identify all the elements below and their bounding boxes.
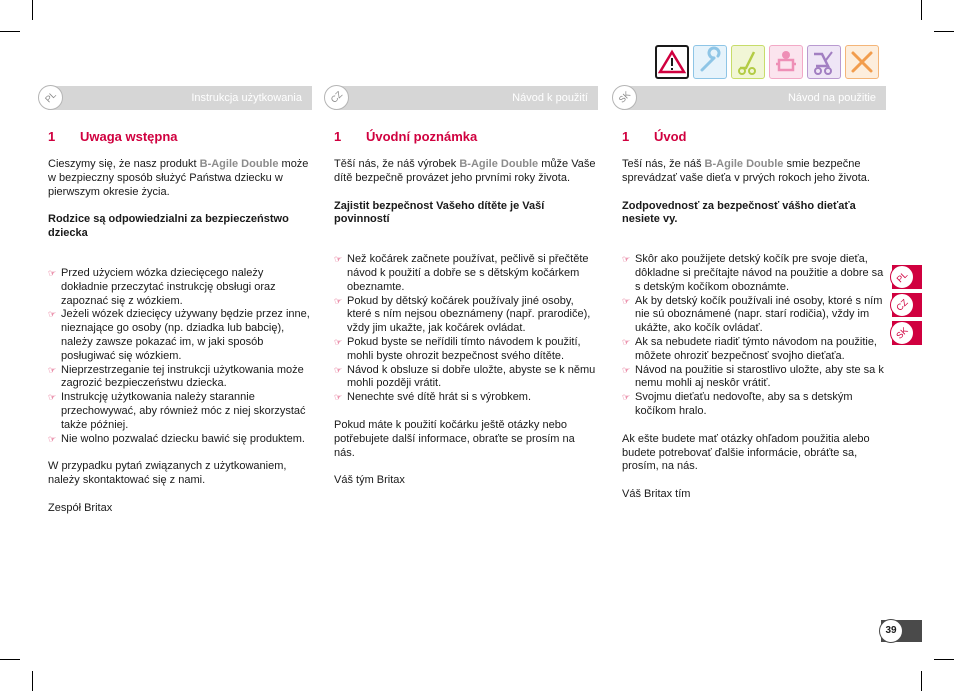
header-title: Instrukcja użytkowania [191, 92, 302, 104]
language-badge [612, 85, 637, 110]
intro-text: Teší nás, že náš [622, 158, 705, 170]
responsibility-heading: Zajistit bezpečnost Vašeho dítěte je Vaší povinností [334, 199, 545, 226]
tab-badge [890, 293, 914, 317]
accessories-icon[interactable] [845, 45, 879, 79]
section-title: Uwaga wstępna [80, 129, 178, 144]
section-heading [334, 129, 598, 145]
header-title: Návod na použitie [787, 92, 876, 104]
list-item [48, 308, 312, 363]
stroller-alt-icon[interactable] [807, 45, 841, 79]
language-code: CZ [328, 89, 345, 105]
arrow-icon: ☞ [622, 254, 631, 265]
list-item-text: Návod na použitie si starostlivo uložte, aby ste sa k nemu mohli aj neskôr vrátiť. [635, 363, 884, 390]
header-bar [43, 86, 312, 110]
arrow-icon: ☞ [622, 364, 631, 375]
intro-text: może w bezpieczny sposób służyć Państwa dziecku w pierwszym okresie życia. [48, 158, 309, 198]
signature: Váš Britax tím [622, 488, 691, 501]
header-title: Návod k použití [512, 92, 588, 104]
list-item-text: Nie wolno pozwalać dziecku bawić się produktem. [61, 432, 305, 445]
list-item [622, 295, 886, 336]
closing-paragraph: W przypadku pytań związanych z użytkowaniem, należy skontaktować się z nami. [48, 460, 287, 487]
tab-label: SK [894, 325, 910, 341]
stroller-icon[interactable] [731, 45, 765, 79]
list-item [334, 364, 598, 392]
arrow-icon: ☞ [334, 254, 343, 265]
list-item-text: Jeżeli wózek dziecięcy używany będzie przez inne, nieznające go osoby (np. dziadka lub babcię), należy zawsze pokazać im, w jaki sposób posługiwać się wózkiem. [61, 308, 310, 362]
column-sk [616, 86, 886, 502]
signature: Zespół Britax [48, 501, 113, 514]
closing-paragraph: Ak ešte budete mať otázky ohľadom použitia alebo budete potrebovať ďalšie informácie, obráťte sa, prosím, na nás. [622, 432, 870, 473]
list-item-text: Pokud byste se neřídili tímto návodem k použití, mohli byste ohrozit bezpečnost svého dítěte. [347, 335, 581, 362]
list-item [48, 267, 312, 308]
tab-pl[interactable] [892, 265, 922, 289]
closing-paragraph: Pokud máte k použití kočárku ještě otázky nebo potřebujete další informace, obraťte se prosím na nás. [334, 418, 575, 459]
crop-mark [921, 0, 922, 20]
column-cz [328, 86, 598, 488]
tab-cz[interactable] [892, 293, 922, 317]
tab-badge [890, 321, 914, 345]
crop-mark [921, 671, 922, 691]
brand-name: B-Agile Double [704, 158, 784, 170]
intro-text: Cieszymy się, że nasz produkt [48, 158, 200, 170]
arrow-icon: ☞ [334, 392, 343, 403]
section-number: 1 [48, 129, 56, 144]
list-item-text: Nieprzestrzeganie tej instrukcji użytkowania może zagrozić bezpieczeństwu dziecka. [61, 363, 304, 390]
crop-mark [32, 0, 33, 20]
section-title: Úvodní poznámka [366, 129, 478, 144]
section-heading [48, 129, 312, 145]
arrow-icon: ☞ [622, 295, 631, 306]
list-item-text: Skôr ako použijete detský kočík pre svoje dieťa, dôkladne si prečítajte návod na použitie a dobre sa s detským kočíkom oboznámte. [635, 253, 884, 293]
signature: Váš tým Britax [334, 474, 405, 487]
brand-name: B-Agile Double [199, 158, 279, 170]
arrow-icon: ☞ [48, 309, 57, 320]
list-item [622, 253, 886, 294]
crop-mark [0, 659, 20, 660]
tab-sk[interactable] [892, 321, 922, 345]
arrow-icon: ☞ [48, 392, 57, 403]
intro-paragraph [622, 158, 886, 186]
crop-mark [32, 671, 33, 691]
section-number: 1 [622, 129, 630, 144]
tab-label: PL [894, 269, 910, 285]
list-item-text: Ak by detský kočík používali iné osoby, ktoré s ním nie sú oboznámené (napr. starí rodičia), vždy im ukážte, ako kočík ovládať. [635, 294, 883, 335]
crop-mark [934, 31, 954, 32]
tools-icon[interactable] [693, 45, 727, 79]
section-heading [622, 129, 886, 145]
arrow-icon: ☞ [622, 392, 631, 403]
tab-badge [890, 265, 914, 289]
safety-list [622, 253, 886, 419]
list-item [334, 253, 598, 294]
list-item-text: Návod k obsluze si dobře uložte, abyste se k němu mohli později vrátit. [347, 363, 596, 390]
safety-list [48, 267, 312, 446]
page-number: 39 [879, 619, 903, 643]
header-bar [616, 86, 886, 110]
list-item-text: Nenechte své dítě hrát si s výrobkem. [347, 391, 532, 404]
list-item [48, 364, 312, 392]
arrow-icon: ☞ [48, 267, 57, 278]
responsibility-heading: Zodpovednosť za bezpečnosť vášho dieťaťa nesiete vy. [622, 199, 856, 226]
language-tabs [892, 265, 922, 349]
list-item-text: Pokud by dětský kočárek používaly jiné osoby, které s ním nejsou obeznámeny (např. prarodiče), vždy jim ukažte, jak kočárek ovládat. [347, 294, 591, 335]
intro-paragraph [334, 158, 598, 186]
header-bar [328, 86, 598, 110]
list-item [334, 391, 598, 405]
list-item [48, 433, 312, 447]
page-number-box [881, 620, 922, 642]
arrow-icon: ☞ [334, 295, 343, 306]
language-code: SK [616, 89, 633, 105]
list-item-text: Než kočárek začnete používat, pečlivě si přečtěte návod k použití a dobře se s dětským kočárkem obeznamte. [347, 253, 589, 293]
language-badge [38, 85, 63, 110]
list-item [48, 391, 312, 432]
list-item [622, 336, 886, 364]
crop-mark [934, 659, 954, 660]
list-item [622, 364, 886, 392]
language-badge [324, 85, 349, 110]
arrow-icon: ☞ [334, 336, 343, 347]
language-code: PL [43, 89, 58, 105]
intro-text: může Vaše dítě bezpečně provázet jeho prvními roky života. [334, 158, 596, 184]
brand-name: B-Agile Double [459, 158, 539, 170]
crop-mark [0, 31, 20, 32]
column-pl [43, 86, 312, 516]
list-item-text: Ak sa nebudete riadiť týmto návodom na použitie, môžete ohroziť bezpečnosť svojho dieťaťa. [635, 335, 877, 362]
intro-text: smie bezpečne sprevádzať vaše dieťa v prvých rokoch jeho života. [622, 158, 870, 184]
responsibility-heading: Rodzice są odpowiedzialni za bezpieczeństwo dziecka [48, 213, 289, 240]
intro-text: Těší nás, že náš výrobek [334, 158, 460, 170]
arrow-icon: ☞ [622, 336, 631, 347]
intro-paragraph [48, 158, 312, 199]
section-title: Úvod [654, 129, 687, 144]
arrow-icon: ☞ [334, 364, 343, 375]
arrow-icon: ☞ [48, 364, 57, 375]
list-item [622, 391, 886, 419]
list-item [334, 295, 598, 336]
tab-label: CZ [894, 297, 910, 313]
safety-list [334, 253, 598, 405]
list-item-text: Svojmu dieťaťu nedovoľte, aby sa s detským kočíkom hralo. [635, 391, 853, 417]
list-item [334, 336, 598, 364]
list-item-text: Instrukcję użytkowania należy starannie przechowywać, aby również móc z niej skorzystać także później. [61, 391, 306, 431]
list-item-text: Przed użyciem wózka dziecięcego należy dokładnie przeczytać instrukcję obsługi oraz zapoznać się z wózkiem. [61, 266, 276, 307]
warning-icon[interactable] [655, 45, 689, 79]
section-number: 1 [334, 129, 342, 144]
baby-seat-icon[interactable] [769, 45, 803, 79]
arrow-icon: ☞ [48, 433, 57, 444]
